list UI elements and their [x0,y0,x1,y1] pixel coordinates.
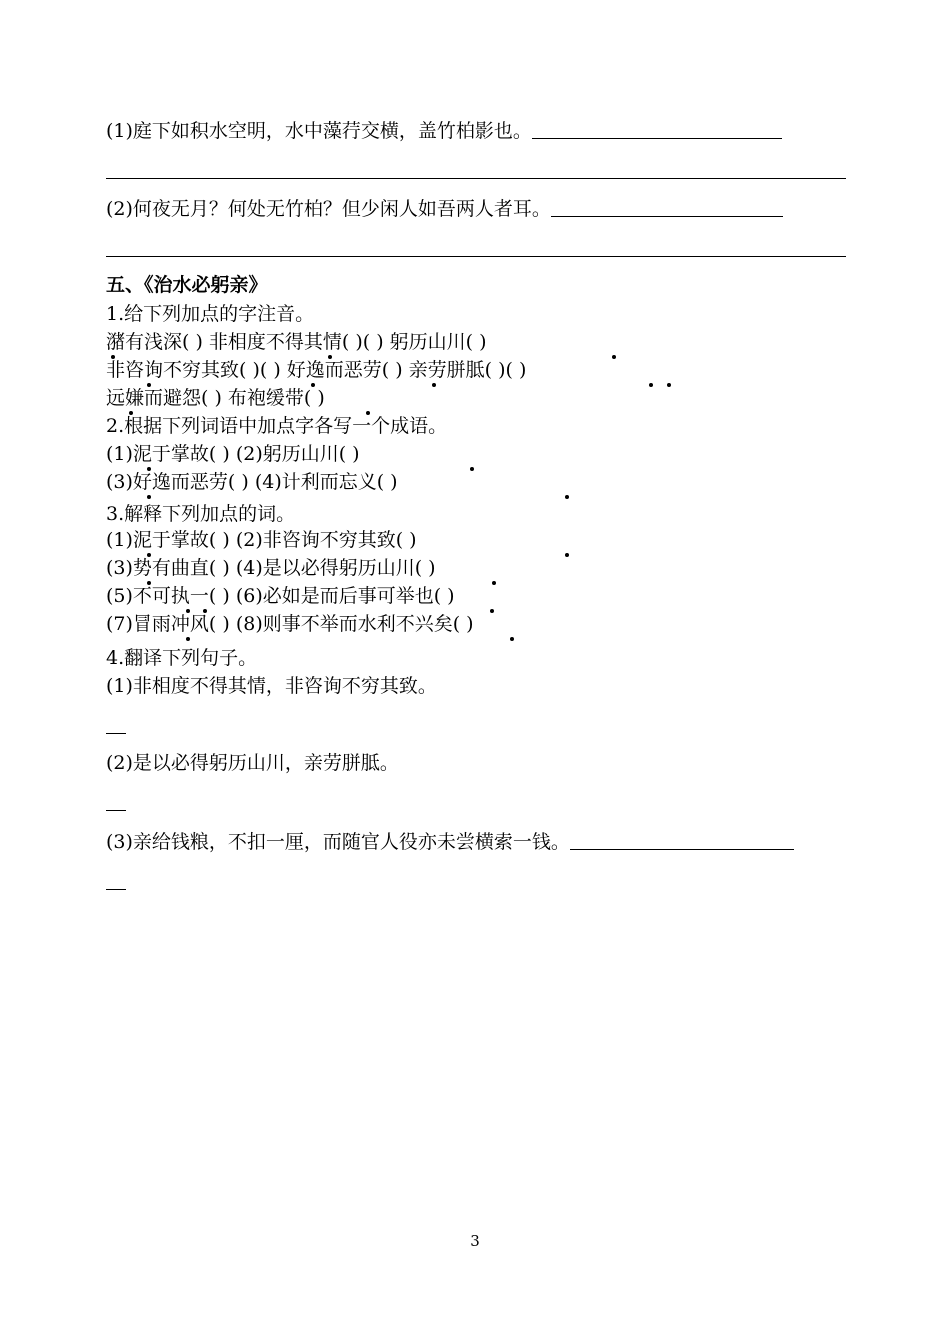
idiom-line: (1)泥于掌故( ) (2)躬历山川( ) [106,443,360,465]
emphasis-dot [111,355,115,359]
emphasis-dot [147,495,151,499]
emphasis-dot [432,383,436,387]
answer-line[interactable] [106,178,846,179]
explain-line: (5)不可执一( ) (6)必如是而后事可举也( ) [106,585,455,607]
emphasis-dot [147,467,151,471]
pinyin-line: 非咨询不穷其致( )( ) 好逸而恶劳( ) 亲劳胼胝( )( ) [106,359,527,381]
emphasis-dot [186,637,190,641]
emphasis-dot [612,355,616,359]
answer-line[interactable] [106,889,126,890]
section-title: 五、《治水必躬亲》 [106,274,268,296]
emphasis-dot [129,411,133,415]
translate-sentence: (1)非相度不得其情，非咨询不穷其致。 [106,675,437,697]
idiom-line: (3)好逸而恶劳( ) (4)计利而忘义( ) [106,471,398,493]
emphasis-dot [147,383,151,387]
section4-question-2: (2)何夜无月？何处无竹柏？但少闲人如吾两人者耳。 [106,196,783,222]
emphasis-dot [328,355,332,359]
emphasis-dot [490,609,494,613]
pinyin-line: 潴有浅深( ) 非相度不得其情( )( ) 躬历山川( ) [106,331,487,353]
emphasis-dot [565,553,569,557]
answer-line[interactable] [106,733,126,734]
page-number: 3 [470,1232,480,1250]
explain-line: (1)泥于掌故( ) (2)非咨询不穷其致( ) [106,529,417,551]
emphasis-dot [186,609,190,613]
question-title: 4.翻译下列句子。 [106,647,258,669]
emphasis-dot [649,383,653,387]
emphasis-dot [667,383,671,387]
section4-question-1: (1)庭下如积水空明，水中藻荇交横，盖竹柏影也。 [106,118,782,144]
emphasis-dot [510,637,514,641]
emphasis-dot [147,581,151,585]
emphasis-dot [366,411,370,415]
emphasis-dot [311,383,315,387]
answer-line[interactable] [106,810,126,811]
emphasis-dot [470,467,474,471]
answer-line[interactable] [532,118,782,139]
emphasis-dot [565,495,569,499]
explain-line: (3)势有曲直( ) (4)是以必得躬历山川( ) [106,557,436,579]
translate-sentence: (2)是以必得躬历山川，亲劳胼胝。 [106,752,399,774]
translate-sentence: (3)亲给钱粮，不扣一厘，而随官人役亦未尝横索一钱。 [106,829,794,855]
explain-line: (7)冒雨冲风( ) (8)则事不举而水利不兴矣( ) [106,613,474,635]
question-title: 2.根据下列词语中加点字各写一个成语。 [106,415,448,437]
question-title: 1.给下列加点的字注音。 [106,303,315,325]
answer-line[interactable] [551,196,783,217]
pinyin-line: 远嫌而避怨( ) 布袍缓带( ) [106,387,325,409]
emphasis-dot [492,581,496,585]
question-title: 3.解释下列加点的词。 [106,503,296,525]
answer-line[interactable] [106,256,846,257]
emphasis-dot [203,609,207,613]
emphasis-dot [147,553,151,557]
answer-line[interactable] [570,829,794,850]
